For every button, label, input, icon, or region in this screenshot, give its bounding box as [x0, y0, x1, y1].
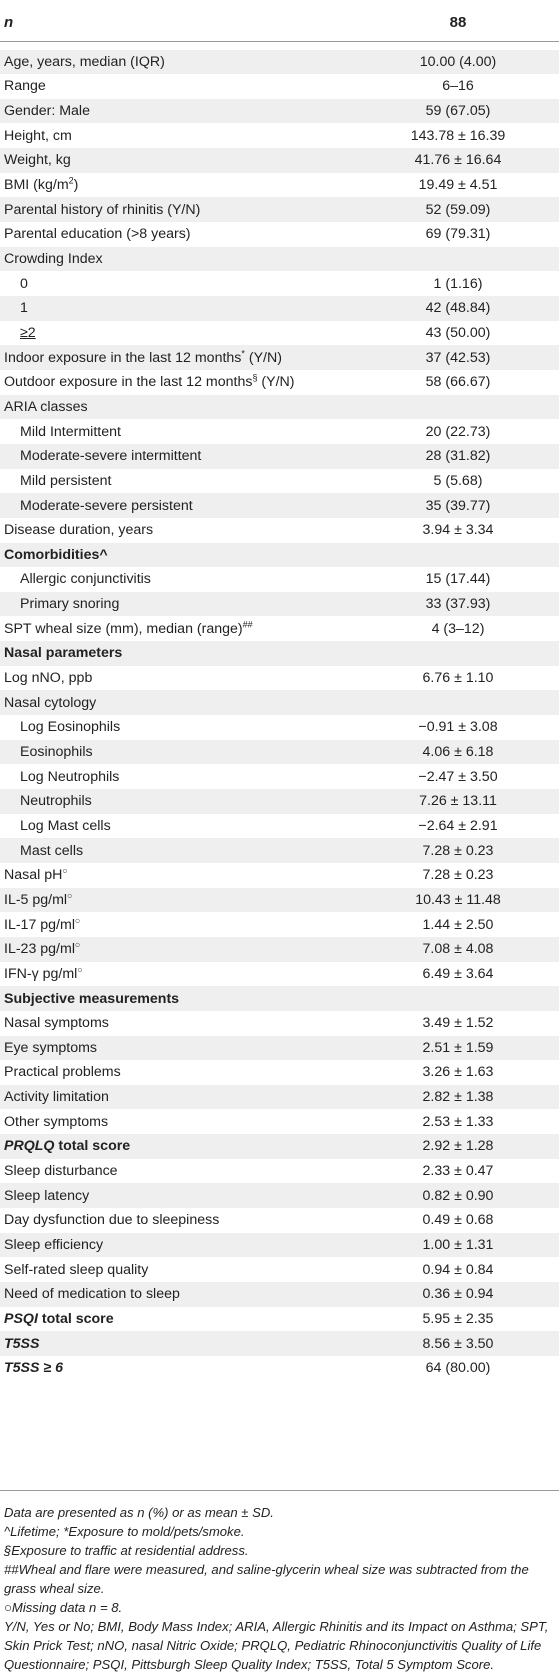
row-label [4, 152, 71, 168]
row-label-text: Nasal pH [4, 867, 63, 884]
row-label [20, 300, 28, 316]
table-row [0, 493, 559, 518]
row-label [20, 325, 36, 341]
row-label-suffix: (Y/N) [257, 374, 295, 391]
row-label-text: PSQI [4, 1310, 38, 1327]
row-label-superscript: ○ [67, 890, 73, 901]
table-row [0, 1036, 559, 1061]
footnote: ##Wheal and flare were measured, and saline-glycerin wheal size was subtracted from the grass wheal size. [4, 1562, 529, 1596]
row-value: 8.56 ± 3.50 [422, 1335, 494, 1352]
row-label-text: Day dysfunction due to sleepiness [4, 1212, 220, 1229]
row-label-text: Indoor exposure in the last 12 months [4, 349, 242, 366]
row-value: 0.36 ± 0.94 [422, 1286, 494, 1303]
row-label-text: Sleep disturbance [4, 1163, 118, 1180]
table-row [0, 740, 559, 765]
table-row [0, 838, 559, 863]
row-label-text: Outdoor exposure in the last 12 months [4, 374, 253, 391]
row-label [4, 374, 295, 390]
row-value: −2.64 ± 2.91 [418, 817, 498, 834]
row-label [4, 1212, 219, 1228]
footnote: ○Missing data n = 8. [4, 1600, 123, 1615]
table-row [0, 370, 559, 395]
row-label-text: Height, cm [4, 127, 72, 144]
row-label [4, 177, 78, 193]
row-value: 3.49 ± 1.52 [422, 1015, 494, 1032]
row-label-text: Parental history of rhinitis (Y/N) [4, 201, 201, 218]
row-label-text: Eosinophils [20, 744, 93, 760]
row-label [4, 1015, 109, 1031]
table-row [0, 937, 559, 962]
table-row [0, 1208, 559, 1233]
table-row [0, 1109, 559, 1134]
footnote: ^Lifetime; *Exposure to mold/pets/smoke. [4, 1524, 245, 1539]
table-row [0, 148, 559, 173]
row-value: 2.33 ± 0.47 [422, 1163, 494, 1180]
row-label [20, 473, 111, 489]
row-label [4, 892, 73, 908]
row-value: 2.51 ± 1.59 [422, 1039, 494, 1056]
row-value: 10.00 (4.00) [419, 53, 497, 70]
table-row [0, 1159, 559, 1184]
row-label-superscript: ○ [74, 914, 81, 925]
row-value: 0.49 ± 0.68 [422, 1212, 494, 1229]
row-label-text: Moderate-severe persistent [20, 497, 193, 514]
row-label-text: Sleep latency [4, 1187, 90, 1204]
table-row [0, 912, 559, 937]
row-label-text: T5SS [4, 1335, 40, 1352]
row-value: 33 (37.93) [425, 596, 491, 613]
row-label-text: IL-23 pg/ml [4, 941, 75, 958]
row-label-text: ARIA classes [4, 398, 88, 415]
row-label [20, 571, 151, 587]
row-value: 0.94 ± 0.84 [422, 1261, 494, 1278]
table-header [0, 0, 559, 46]
row-label [4, 399, 88, 415]
row-label-text: SPT wheal size (mm), median (range) [4, 620, 243, 637]
row-label-text: Log nNO, ppb [4, 670, 93, 687]
row-label-text: Self-rated sleep quality [4, 1261, 149, 1278]
row-label [20, 276, 28, 292]
row-label-suffix: total score [54, 1138, 131, 1155]
row-label [4, 1163, 118, 1179]
table-row [0, 99, 559, 124]
row-label [4, 670, 92, 686]
table-row [0, 1331, 559, 1356]
table-row [0, 1257, 559, 1282]
row-value: 69 (79.31) [425, 226, 491, 243]
row-label-text: Range [4, 78, 46, 95]
row-value: 6–16 [442, 78, 474, 95]
table-row [0, 1282, 559, 1307]
row-value: 59 (67.05) [425, 103, 491, 120]
row-value: 19.49 ± 4.51 [418, 177, 498, 194]
row-label [4, 1089, 109, 1105]
row-label [20, 744, 93, 760]
table-row [0, 444, 559, 469]
row-label [4, 1138, 130, 1154]
row-label-text: Log Neutrophils [20, 768, 120, 785]
table-row [0, 321, 559, 346]
row-label-text: Age, years, median (IQR) [4, 53, 165, 70]
table-row [0, 74, 559, 99]
row-label [20, 719, 120, 735]
row-label [4, 78, 46, 94]
row-value: −2.47 ± 3.50 [418, 768, 498, 785]
row-value: 1 (1.16) [433, 275, 483, 292]
row-label-text: Mast cells [20, 842, 84, 859]
row-label [4, 1114, 108, 1130]
row-label [4, 54, 165, 70]
row-label-superscript: ○ [62, 865, 68, 876]
table-row [0, 666, 559, 691]
row-value: −0.91 ± 3.08 [418, 719, 498, 736]
table-row [0, 962, 559, 987]
table-row [0, 715, 559, 740]
table-row [0, 345, 559, 370]
row-label [4, 522, 153, 538]
row-value: 0.82 ± 0.90 [422, 1187, 494, 1204]
row-label-text: Activity limitation [4, 1089, 109, 1106]
row-value: 5.95 ± 2.35 [422, 1310, 494, 1327]
table-row [0, 543, 559, 568]
row-value: 52 (59.09) [425, 201, 491, 218]
row-value: 4.06 ± 6.18 [422, 744, 494, 760]
row-value: 41.76 ± 16.64 [414, 152, 502, 169]
row-value: 3.26 ± 1.63 [422, 1064, 494, 1081]
table-row [0, 690, 559, 715]
row-label [4, 547, 108, 563]
row-label [20, 843, 83, 859]
table-row [0, 197, 559, 222]
row-label [4, 1311, 114, 1327]
table-row [0, 863, 559, 888]
row-label [4, 1188, 89, 1204]
table-row [0, 1356, 559, 1381]
row-label-superscript: * [241, 347, 245, 358]
row-label [20, 596, 119, 612]
row-label-text: Neutrophils [20, 793, 92, 810]
row-label-text: Crowding Index [4, 251, 103, 267]
table-row [0, 247, 559, 272]
row-label-text: Nasal parameters [4, 645, 123, 662]
row-label [4, 347, 282, 366]
table-row [0, 616, 559, 641]
table-row [0, 222, 559, 247]
row-value: 10.43 ± 11.48 [415, 891, 501, 908]
row-value: 58 (66.67) [425, 374, 491, 391]
row-label [4, 1064, 121, 1080]
row-label-suffix: (Y/N) [244, 349, 282, 366]
row-label-text: Comorbidities^ [4, 546, 108, 563]
row-value: 7.26 ± 13.11 [419, 793, 497, 810]
row-value: 6.76 ± 1.10 [422, 670, 494, 687]
row-label-text: Disease duration, years [4, 522, 154, 539]
row-label [4, 251, 103, 267]
row-label [4, 1262, 148, 1278]
table-row [0, 592, 559, 617]
row-label [4, 1040, 97, 1056]
row-label-superscript: ○ [74, 939, 81, 950]
row-label-text: Eye symptoms [4, 1039, 98, 1056]
row-value: 4 (3–12) [431, 620, 485, 637]
row-label-superscript: ○ [77, 964, 83, 975]
row-label-text: Log Eosinophils [20, 719, 121, 736]
row-value: 7.28 ± 0.23 [422, 842, 494, 859]
row-label [4, 226, 191, 242]
row-label-text: Gender: Male [4, 103, 90, 120]
row-label-text: Subjective measurements [4, 990, 180, 1007]
row-value: 43 (50.00) [425, 324, 491, 341]
row-label-text: Nasal symptoms [4, 1015, 109, 1032]
row-label-text: Nasal cytology [4, 694, 97, 711]
row-label [4, 202, 200, 218]
table-row [0, 888, 559, 913]
row-label-text: IL-17 pg/ml [4, 916, 75, 933]
header-n-value: 88 [449, 14, 467, 31]
footnote: Data are presented as n (%) or as mean ± SD. [4, 1505, 274, 1520]
footnote: §Exposure to traffic at residential address. [4, 1543, 249, 1558]
row-label [20, 498, 193, 514]
table-row [0, 1233, 559, 1258]
table-row [0, 1183, 559, 1208]
row-value: 7.28 ± 0.23 [422, 867, 494, 884]
table-footnotes [4, 1503, 556, 1674]
row-label-text: 1 [20, 300, 28, 317]
table-row [0, 50, 559, 75]
table-row [0, 764, 559, 789]
row-label-text: Other symptoms [4, 1113, 109, 1130]
row-label-suffix: total score [37, 1310, 114, 1327]
table-row [0, 814, 559, 839]
row-label-superscript: ## [242, 619, 253, 630]
table-row [0, 641, 559, 666]
row-label-text: T5SS ≥ 6 [4, 1360, 64, 1377]
header-n-label: n [4, 14, 14, 31]
table-row [0, 173, 559, 198]
row-label [4, 103, 90, 119]
row-value: 2.82 ± 1.38 [422, 1089, 494, 1106]
row-label-suffix: ) [73, 177, 79, 194]
table-row [0, 469, 559, 494]
row-label-text: Weight, kg [4, 152, 71, 169]
row-value: 2.53 ± 1.33 [422, 1113, 494, 1130]
row-label-text: Log Mast cells [20, 817, 111, 834]
row-value: 35 (39.77) [425, 497, 491, 514]
row-value: 1.44 ± 2.50 [422, 916, 494, 933]
row-label-text: PRQLQ [4, 1138, 55, 1155]
row-label [4, 941, 80, 957]
table-row [0, 1011, 559, 1036]
table-row [0, 789, 559, 814]
row-label [4, 966, 83, 982]
table-row [0, 1134, 559, 1159]
row-label [4, 1336, 39, 1352]
table-row [0, 986, 559, 1011]
table-row [0, 1085, 559, 1110]
row-label-text: ≥2 [20, 324, 36, 341]
row-label-text: Primary snoring [20, 596, 120, 613]
row-label [4, 645, 122, 661]
row-value: 2.92 ± 1.28 [422, 1138, 494, 1155]
row-label-text: Mild Intermittent [20, 423, 121, 440]
row-label-text: Mild persistent [20, 472, 112, 489]
table-row [0, 296, 559, 321]
row-value: 1.00 ± 1.31 [422, 1237, 494, 1253]
row-label [4, 128, 72, 144]
table-row [0, 395, 559, 420]
row-label-text: Need of medication to sleep [4, 1286, 180, 1303]
row-label-text: 0 [20, 275, 28, 292]
row-label [20, 448, 201, 464]
row-label [4, 695, 96, 711]
footnote: Y/N, Yes or No; BMI, Body Mass Index; ARIA, Allergic Rhinitis and its Impact on Asthma; SPT, Skin Prick Test; nNO, nasal Nitric Oxide; PRQLQ, Pediatric Rhinoconjunctivitis Quality of Life Questionnaire; PSQI, Pittsburgh Sleep Quality Index; T5SS, Total 5 Symptom Score. [4, 1619, 549, 1672]
row-value: 42 (48.84) [425, 300, 491, 317]
table-row [0, 1307, 559, 1332]
row-label [20, 769, 119, 785]
row-label-text: Allergic conjunctivitis [20, 571, 151, 588]
row-value: 6.49 ± 3.64 [422, 965, 494, 982]
row-value: 143.78 ± 16.39 [410, 127, 506, 144]
row-label [4, 1237, 103, 1253]
row-value: 64 (80.00) [425, 1360, 491, 1377]
row-value: 37 (42.53) [425, 349, 491, 366]
row-label-text: Parental education (>8 years) [4, 226, 191, 243]
row-value: 3.94 ± 3.34 [422, 522, 494, 539]
table-row [0, 419, 559, 444]
row-label [4, 914, 81, 933]
table-row [0, 1060, 559, 1085]
row-label [4, 621, 253, 637]
row-value: 7.08 ± 4.08 [422, 941, 494, 958]
table-row [0, 123, 559, 148]
table-bottom-divider [0, 1490, 559, 1491]
row-label [4, 1360, 63, 1376]
row-label-text: BMI (kg/m [4, 177, 69, 194]
row-label [20, 818, 111, 834]
row-label [20, 793, 92, 809]
table-row [0, 271, 559, 296]
row-value: 28 (31.82) [425, 448, 491, 465]
row-label [4, 991, 179, 1007]
row-label-superscript: § [252, 372, 258, 383]
row-label-text: Moderate-severe intermittent [20, 448, 202, 465]
row-label [20, 424, 121, 440]
row-label [4, 867, 68, 883]
row-value: 15 (17.44) [425, 571, 491, 588]
table-row [0, 567, 559, 592]
row-value: 20 (22.73) [425, 423, 491, 440]
row-value: 5 (5.68) [433, 472, 483, 489]
row-label [4, 1286, 180, 1302]
row-label-text: Practical problems [4, 1064, 121, 1081]
row-label-superscript: 2 [68, 175, 74, 186]
row-label-text: IFN-γ pg/ml [4, 965, 78, 982]
row-label-text: IL-5 pg/ml [4, 891, 68, 908]
table-row [0, 518, 559, 543]
header-divider [0, 41, 559, 42]
row-label-text: Sleep efficiency [4, 1237, 104, 1253]
